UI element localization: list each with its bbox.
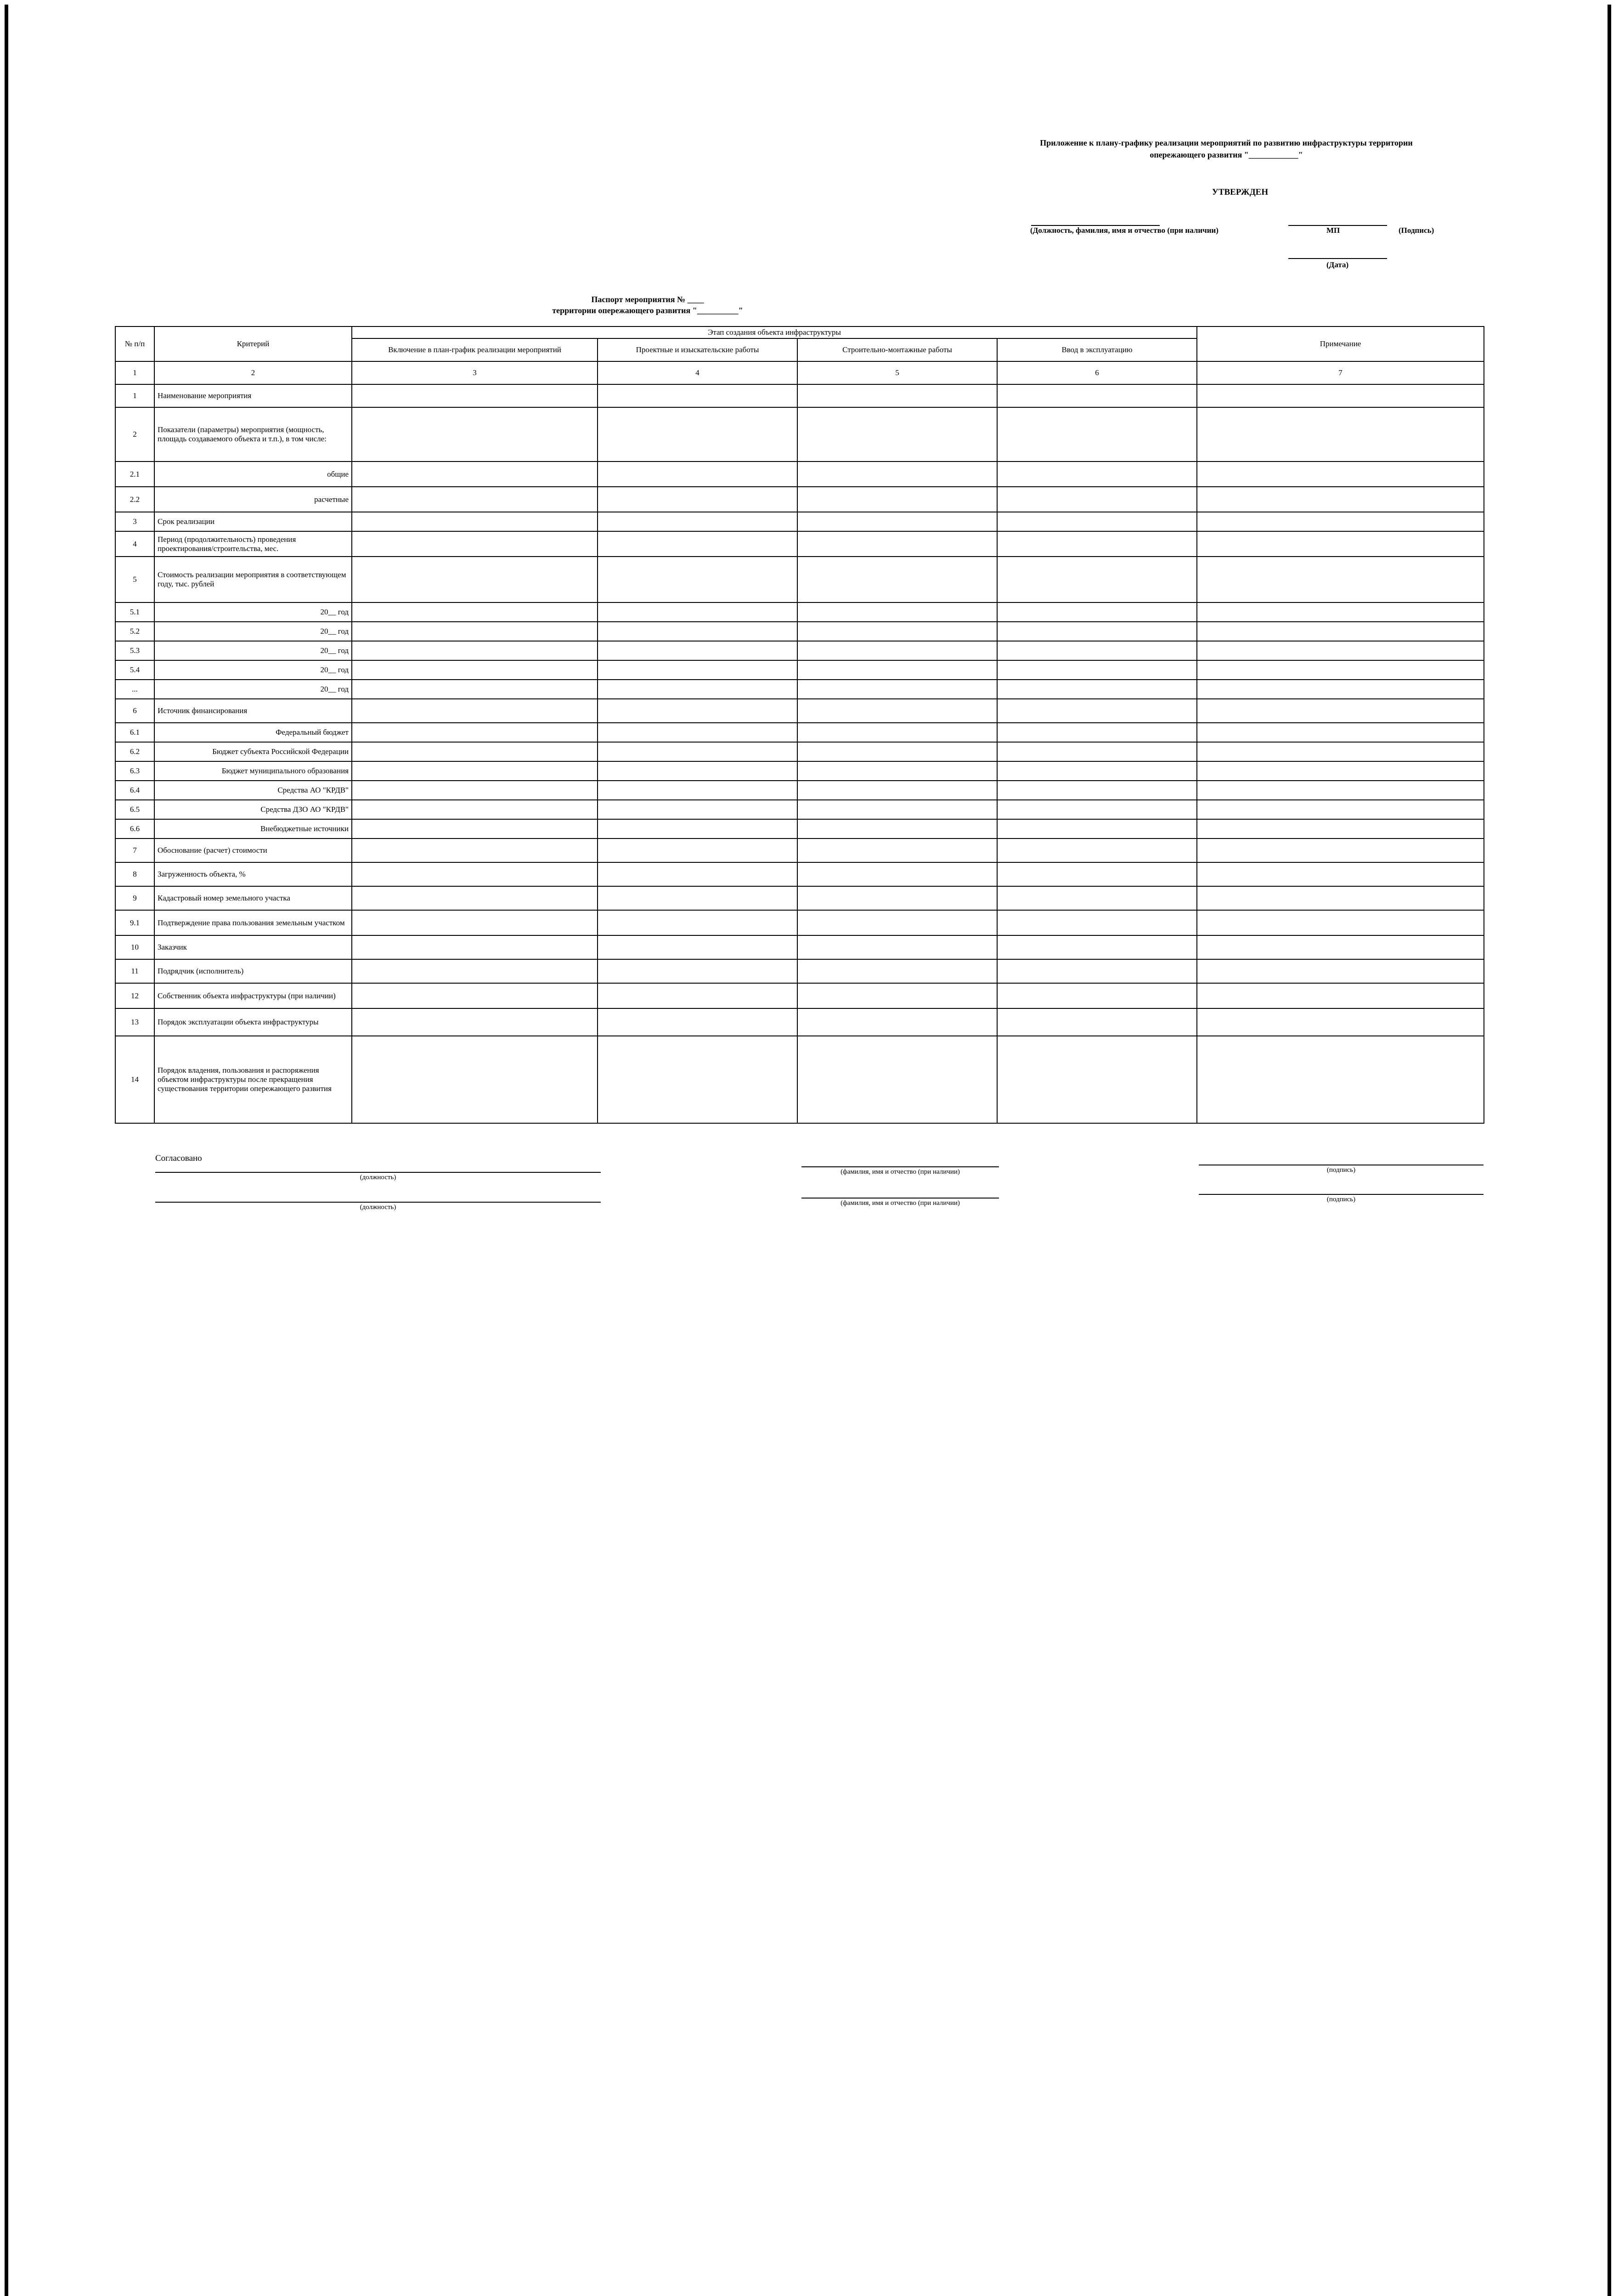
footer-position-line-2 [155, 1202, 601, 1203]
row-criterion: Срок реализации [154, 512, 352, 531]
stage-value-cell [598, 742, 797, 761]
index-cell: 3 [352, 361, 598, 384]
stage-value-cell [598, 512, 797, 531]
note-cell [1197, 680, 1484, 699]
row-criterion: 20__ год [154, 680, 352, 699]
stage-value-cell [997, 819, 1197, 838]
row-number: 6.6 [115, 819, 154, 838]
note-cell [1197, 641, 1484, 660]
table-row [115, 761, 1484, 781]
row-number: ... [115, 680, 154, 699]
footer-name-line-1 [801, 1166, 999, 1167]
mp-label: МП [1326, 226, 1340, 235]
stage-value-cell [352, 461, 598, 487]
stage-value-cell [997, 699, 1197, 723]
col-header-note: Примечание [1197, 326, 1484, 361]
footer-position-line-1 [155, 1172, 601, 1173]
stage-value-cell [797, 910, 997, 935]
stage-value-cell [797, 602, 997, 622]
row-number: 6.5 [115, 800, 154, 819]
row-criterion: Средства АО "КРДВ" [154, 781, 352, 800]
stage-value-cell [997, 384, 1197, 407]
table-row [115, 384, 1484, 407]
row-criterion: Федеральный бюджет [154, 723, 352, 742]
stage-value-cell [352, 512, 598, 531]
agreed-label: Согласовано [155, 1154, 202, 1163]
note-cell [1197, 622, 1484, 641]
row-criterion: 20__ год [154, 660, 352, 680]
note-cell [1197, 800, 1484, 819]
stage-value-cell [352, 983, 598, 1008]
stage-value-cell [997, 407, 1197, 461]
stage-value-cell [997, 1008, 1197, 1036]
stage-value-cell [352, 838, 598, 862]
stage-value-cell [997, 800, 1197, 819]
note-cell [1197, 461, 1484, 487]
table-row [115, 983, 1484, 1008]
col-header-stage-commissioning: Ввод в эксплуатацию [997, 338, 1197, 361]
table-row [115, 910, 1484, 935]
stage-value-cell [352, 699, 598, 723]
stage-value-cell [797, 742, 997, 761]
stage-value-cell [797, 935, 997, 959]
stage-value-cell [598, 602, 797, 622]
stage-value-cell [997, 1036, 1197, 1123]
stage-value-cell [598, 819, 797, 838]
row-number: 14 [115, 1036, 154, 1123]
table-row [115, 602, 1484, 622]
footer-signature-line-2 [1199, 1194, 1484, 1195]
row-criterion: Источник финансирования [154, 699, 352, 723]
passport-table-body [115, 384, 1484, 1123]
row-number: 12 [115, 983, 154, 1008]
stage-value-cell [797, 723, 997, 742]
stage-value-cell [797, 1008, 997, 1036]
note-cell [1197, 983, 1484, 1008]
table-row [115, 660, 1484, 680]
row-number: 13 [115, 1008, 154, 1036]
stage-value-cell [352, 1036, 598, 1123]
table-row [115, 742, 1484, 761]
row-criterion: Показатели (параметры) мероприятия (мощность, площадь создаваемого объекта и т.п.), в том числе: [154, 407, 352, 461]
stage-value-cell [352, 680, 598, 699]
row-criterion: Период (продолжительность) проведения проектирования/строительства, мес. [154, 531, 352, 557]
table-row [115, 819, 1484, 838]
row-criterion: Бюджет муниципального образования [154, 761, 352, 781]
row-criterion: Стоимость реализации мероприятия в соответствующем году, тыс. рублей [154, 557, 352, 602]
row-number: 9.1 [115, 910, 154, 935]
stage-value-cell [352, 886, 598, 910]
stage-value-cell [797, 407, 997, 461]
stage-value-cell [598, 781, 797, 800]
table-row [115, 1008, 1484, 1036]
stage-value-cell [352, 487, 598, 512]
stage-value-cell [352, 622, 598, 641]
stage-value-cell [997, 557, 1197, 602]
note-cell [1197, 487, 1484, 512]
row-number: 2 [115, 407, 154, 461]
stage-value-cell [997, 487, 1197, 512]
row-criterion: 20__ год [154, 641, 352, 660]
stage-value-cell [598, 487, 797, 512]
row-criterion: Кадастровый номер земельного участка [154, 886, 352, 910]
row-criterion: Наименование мероприятия [154, 384, 352, 407]
stage-value-cell [352, 742, 598, 761]
stage-value-cell [997, 886, 1197, 910]
signature-caption: (Подпись) [1399, 226, 1434, 235]
row-criterion: Обоснование (расчет) стоимости [154, 838, 352, 862]
row-number: 3 [115, 512, 154, 531]
note-cell [1197, 886, 1484, 910]
stage-value-cell [997, 761, 1197, 781]
row-criterion: Порядок владения, пользования и распоряжения объектом инфраструктуры после прекращения существования территории опережающего развития [154, 1036, 352, 1123]
stage-value-cell [797, 557, 997, 602]
table-row [115, 557, 1484, 602]
row-criterion: Загруженность объекта, % [154, 862, 352, 886]
stage-value-cell [797, 461, 997, 487]
stage-value-cell [997, 781, 1197, 800]
row-number: 2.1 [115, 461, 154, 487]
table-row [115, 641, 1484, 660]
stage-value-cell [997, 935, 1197, 959]
stage-value-cell [598, 1036, 797, 1123]
row-number: 8 [115, 862, 154, 886]
stage-value-cell [598, 622, 797, 641]
row-number: 10 [115, 935, 154, 959]
stage-value-cell [997, 622, 1197, 641]
footer-name-caption-1: (фамилия, имя и отчество (при наличии) [841, 1168, 960, 1176]
footer-signature-caption-2: (подпись) [1326, 1196, 1356, 1203]
table-row [115, 959, 1484, 983]
stage-value-cell [598, 461, 797, 487]
index-cell: 5 [797, 361, 997, 384]
table-row [115, 781, 1484, 800]
stage-value-cell [997, 680, 1197, 699]
stage-value-cell [352, 384, 598, 407]
position-caption: (Должность, фамилия, имя и отчество (при наличии) [1030, 226, 1218, 235]
stage-value-cell [352, 761, 598, 781]
note-cell [1197, 557, 1484, 602]
stage-value-cell [598, 838, 797, 862]
stage-value-cell [797, 512, 997, 531]
index-cell: 4 [598, 361, 797, 384]
stage-value-cell [997, 660, 1197, 680]
col-header-stage-construction: Строительно-монтажные работы [797, 338, 997, 361]
stage-value-cell [797, 983, 997, 1008]
table-row [115, 699, 1484, 723]
stage-value-cell [997, 602, 1197, 622]
stage-value-cell [997, 723, 1197, 742]
table-row [115, 622, 1484, 641]
stage-value-cell [797, 487, 997, 512]
table-row [115, 723, 1484, 742]
row-number: 4 [115, 531, 154, 557]
note-cell [1197, 819, 1484, 838]
footer-signature-caption-1: (подпись) [1326, 1166, 1356, 1174]
stage-value-cell [797, 660, 997, 680]
footer-name-line-2 [801, 1198, 999, 1199]
stage-value-cell [352, 959, 598, 983]
passport-title-line-1: Паспорт мероприятия № ____ [591, 295, 704, 304]
stage-value-cell [997, 838, 1197, 862]
stage-value-cell [797, 531, 997, 557]
stage-value-cell [797, 886, 997, 910]
stage-value-cell [598, 384, 797, 407]
row-number: 5.1 [115, 602, 154, 622]
row-number: 6 [115, 699, 154, 723]
footer-position-caption-1: (должность) [360, 1174, 396, 1181]
stage-value-cell [598, 699, 797, 723]
table-row [115, 512, 1484, 531]
stage-value-cell [997, 742, 1197, 761]
row-number: 1 [115, 384, 154, 407]
stage-value-cell [598, 935, 797, 959]
stage-value-cell [598, 531, 797, 557]
stage-value-cell [598, 1008, 797, 1036]
row-criterion: Бюджет субъекта Российской Федерации [154, 742, 352, 761]
table-row [115, 800, 1484, 819]
stage-value-cell [598, 660, 797, 680]
note-cell [1197, 935, 1484, 959]
row-number: 6.4 [115, 781, 154, 800]
note-cell [1197, 742, 1484, 761]
stage-value-cell [797, 622, 997, 641]
stage-value-cell [352, 557, 598, 602]
row-criterion: Заказчик [154, 935, 352, 959]
stage-value-cell [997, 862, 1197, 886]
appendix-header [983, 137, 1470, 161]
stage-value-cell [997, 512, 1197, 531]
stage-value-cell [997, 461, 1197, 487]
stage-value-cell [598, 761, 797, 781]
stage-value-cell [797, 761, 997, 781]
note-cell [1197, 761, 1484, 781]
row-criterion: 20__ год [154, 602, 352, 622]
stage-value-cell [797, 959, 997, 983]
index-cell: 2 [154, 361, 352, 384]
row-number: 6.3 [115, 761, 154, 781]
stage-value-cell [352, 407, 598, 461]
table-row [115, 862, 1484, 886]
row-criterion: Подрядчик (исполнитель) [154, 959, 352, 983]
col-header-criterion: Критерий [154, 326, 352, 361]
stage-value-cell [797, 781, 997, 800]
row-number: 5 [115, 557, 154, 602]
table-row [115, 1036, 1484, 1123]
passport-title-line-2: территории опережающего развития "__________" [552, 306, 743, 315]
stage-value-cell [598, 800, 797, 819]
note-cell [1197, 512, 1484, 531]
stage-value-cell [997, 910, 1197, 935]
stage-value-cell [797, 819, 997, 838]
stage-value-cell [598, 723, 797, 742]
stage-value-cell [997, 959, 1197, 983]
passport-table [115, 326, 1484, 1124]
row-criterion: общие [154, 461, 352, 487]
index-cell: 6 [997, 361, 1197, 384]
row-criterion: Внебюджетные источники [154, 819, 352, 838]
table-row [115, 531, 1484, 557]
stage-value-cell [797, 699, 997, 723]
row-number: 6.1 [115, 723, 154, 742]
row-criterion: 20__ год [154, 622, 352, 641]
col-header-number: № п/п [115, 326, 154, 361]
row-number: 5.4 [115, 660, 154, 680]
stage-value-cell [352, 602, 598, 622]
row-number: 2.2 [115, 487, 154, 512]
stage-value-cell [352, 660, 598, 680]
index-cell: 1 [115, 361, 154, 384]
row-number: 5.3 [115, 641, 154, 660]
stage-value-cell [797, 1036, 997, 1123]
table-row [115, 461, 1484, 487]
note-cell [1197, 781, 1484, 800]
note-cell [1197, 862, 1484, 886]
stage-value-cell [352, 781, 598, 800]
stage-value-cell [797, 384, 997, 407]
row-number: 11 [115, 959, 154, 983]
table-row [115, 935, 1484, 959]
row-number: 9 [115, 886, 154, 910]
stage-value-cell [797, 641, 997, 660]
stage-value-cell [598, 959, 797, 983]
stage-value-cell [997, 983, 1197, 1008]
stage-value-cell [598, 886, 797, 910]
stage-value-cell [352, 531, 598, 557]
stage-value-cell [598, 407, 797, 461]
note-cell [1197, 1036, 1484, 1123]
stage-value-cell [997, 641, 1197, 660]
stage-value-cell [352, 935, 598, 959]
stage-value-cell [598, 983, 797, 1008]
col-header-stage-plan: Включение в план-график реализации мероприятий [352, 338, 598, 361]
note-cell [1197, 531, 1484, 557]
stage-value-cell [352, 910, 598, 935]
footer-name-caption-2: (фамилия, имя и отчество (при наличии) [841, 1199, 960, 1207]
stage-value-cell [352, 862, 598, 886]
note-cell [1197, 959, 1484, 983]
stage-value-cell [352, 800, 598, 819]
table-row [115, 886, 1484, 910]
stage-value-cell [352, 641, 598, 660]
appendix-line-1: Приложение к плану-графику реализации мероприятий по развитию инфраструктуры территории [1040, 138, 1413, 147]
stage-value-cell [352, 723, 598, 742]
stage-value-cell [797, 800, 997, 819]
note-cell [1197, 723, 1484, 742]
note-cell [1197, 1008, 1484, 1036]
note-cell [1197, 384, 1484, 407]
stage-value-cell [598, 641, 797, 660]
stage-value-cell [352, 1008, 598, 1036]
row-criterion: расчетные [154, 487, 352, 512]
passport-title [496, 294, 799, 316]
stage-value-cell [997, 531, 1197, 557]
note-cell [1197, 838, 1484, 862]
row-criterion: Порядок эксплуатации объекта инфраструктуры [154, 1008, 352, 1036]
approved-label: УТВЕРЖДЕН [1212, 187, 1269, 197]
table-row [115, 838, 1484, 862]
stage-value-cell [352, 819, 598, 838]
stage-value-cell [797, 680, 997, 699]
table-row [115, 407, 1484, 461]
note-cell [1197, 602, 1484, 622]
row-criterion: Подтверждение права пользования земельным участком [154, 910, 352, 935]
footer-position-caption-2: (должность) [360, 1204, 396, 1211]
col-header-stage-group: Этап создания объекта инфраструктуры [352, 326, 1197, 338]
stage-value-cell [598, 557, 797, 602]
row-criterion: Собственник объекта инфраструктуры (при наличии) [154, 983, 352, 1008]
index-cell: 7 [1197, 361, 1484, 384]
date-line [1288, 258, 1387, 259]
table-row [115, 680, 1484, 699]
table-row [115, 487, 1484, 512]
date-caption: (Дата) [1326, 260, 1349, 269]
stage-value-cell [598, 862, 797, 886]
note-cell [1197, 660, 1484, 680]
row-number: 6.2 [115, 742, 154, 761]
note-cell [1197, 910, 1484, 935]
stage-value-cell [797, 862, 997, 886]
row-number: 7 [115, 838, 154, 862]
stage-value-cell [598, 680, 797, 699]
note-cell [1197, 699, 1484, 723]
row-criterion: Средства ДЗО АО "КРДВ" [154, 800, 352, 819]
note-cell [1197, 407, 1484, 461]
stage-value-cell [598, 910, 797, 935]
col-header-stage-design: Проектные и изыскательские работы [598, 338, 797, 361]
row-number: 5.2 [115, 622, 154, 641]
appendix-line-2: опережающего развития "____________" [1150, 150, 1303, 159]
stage-value-cell [797, 838, 997, 862]
